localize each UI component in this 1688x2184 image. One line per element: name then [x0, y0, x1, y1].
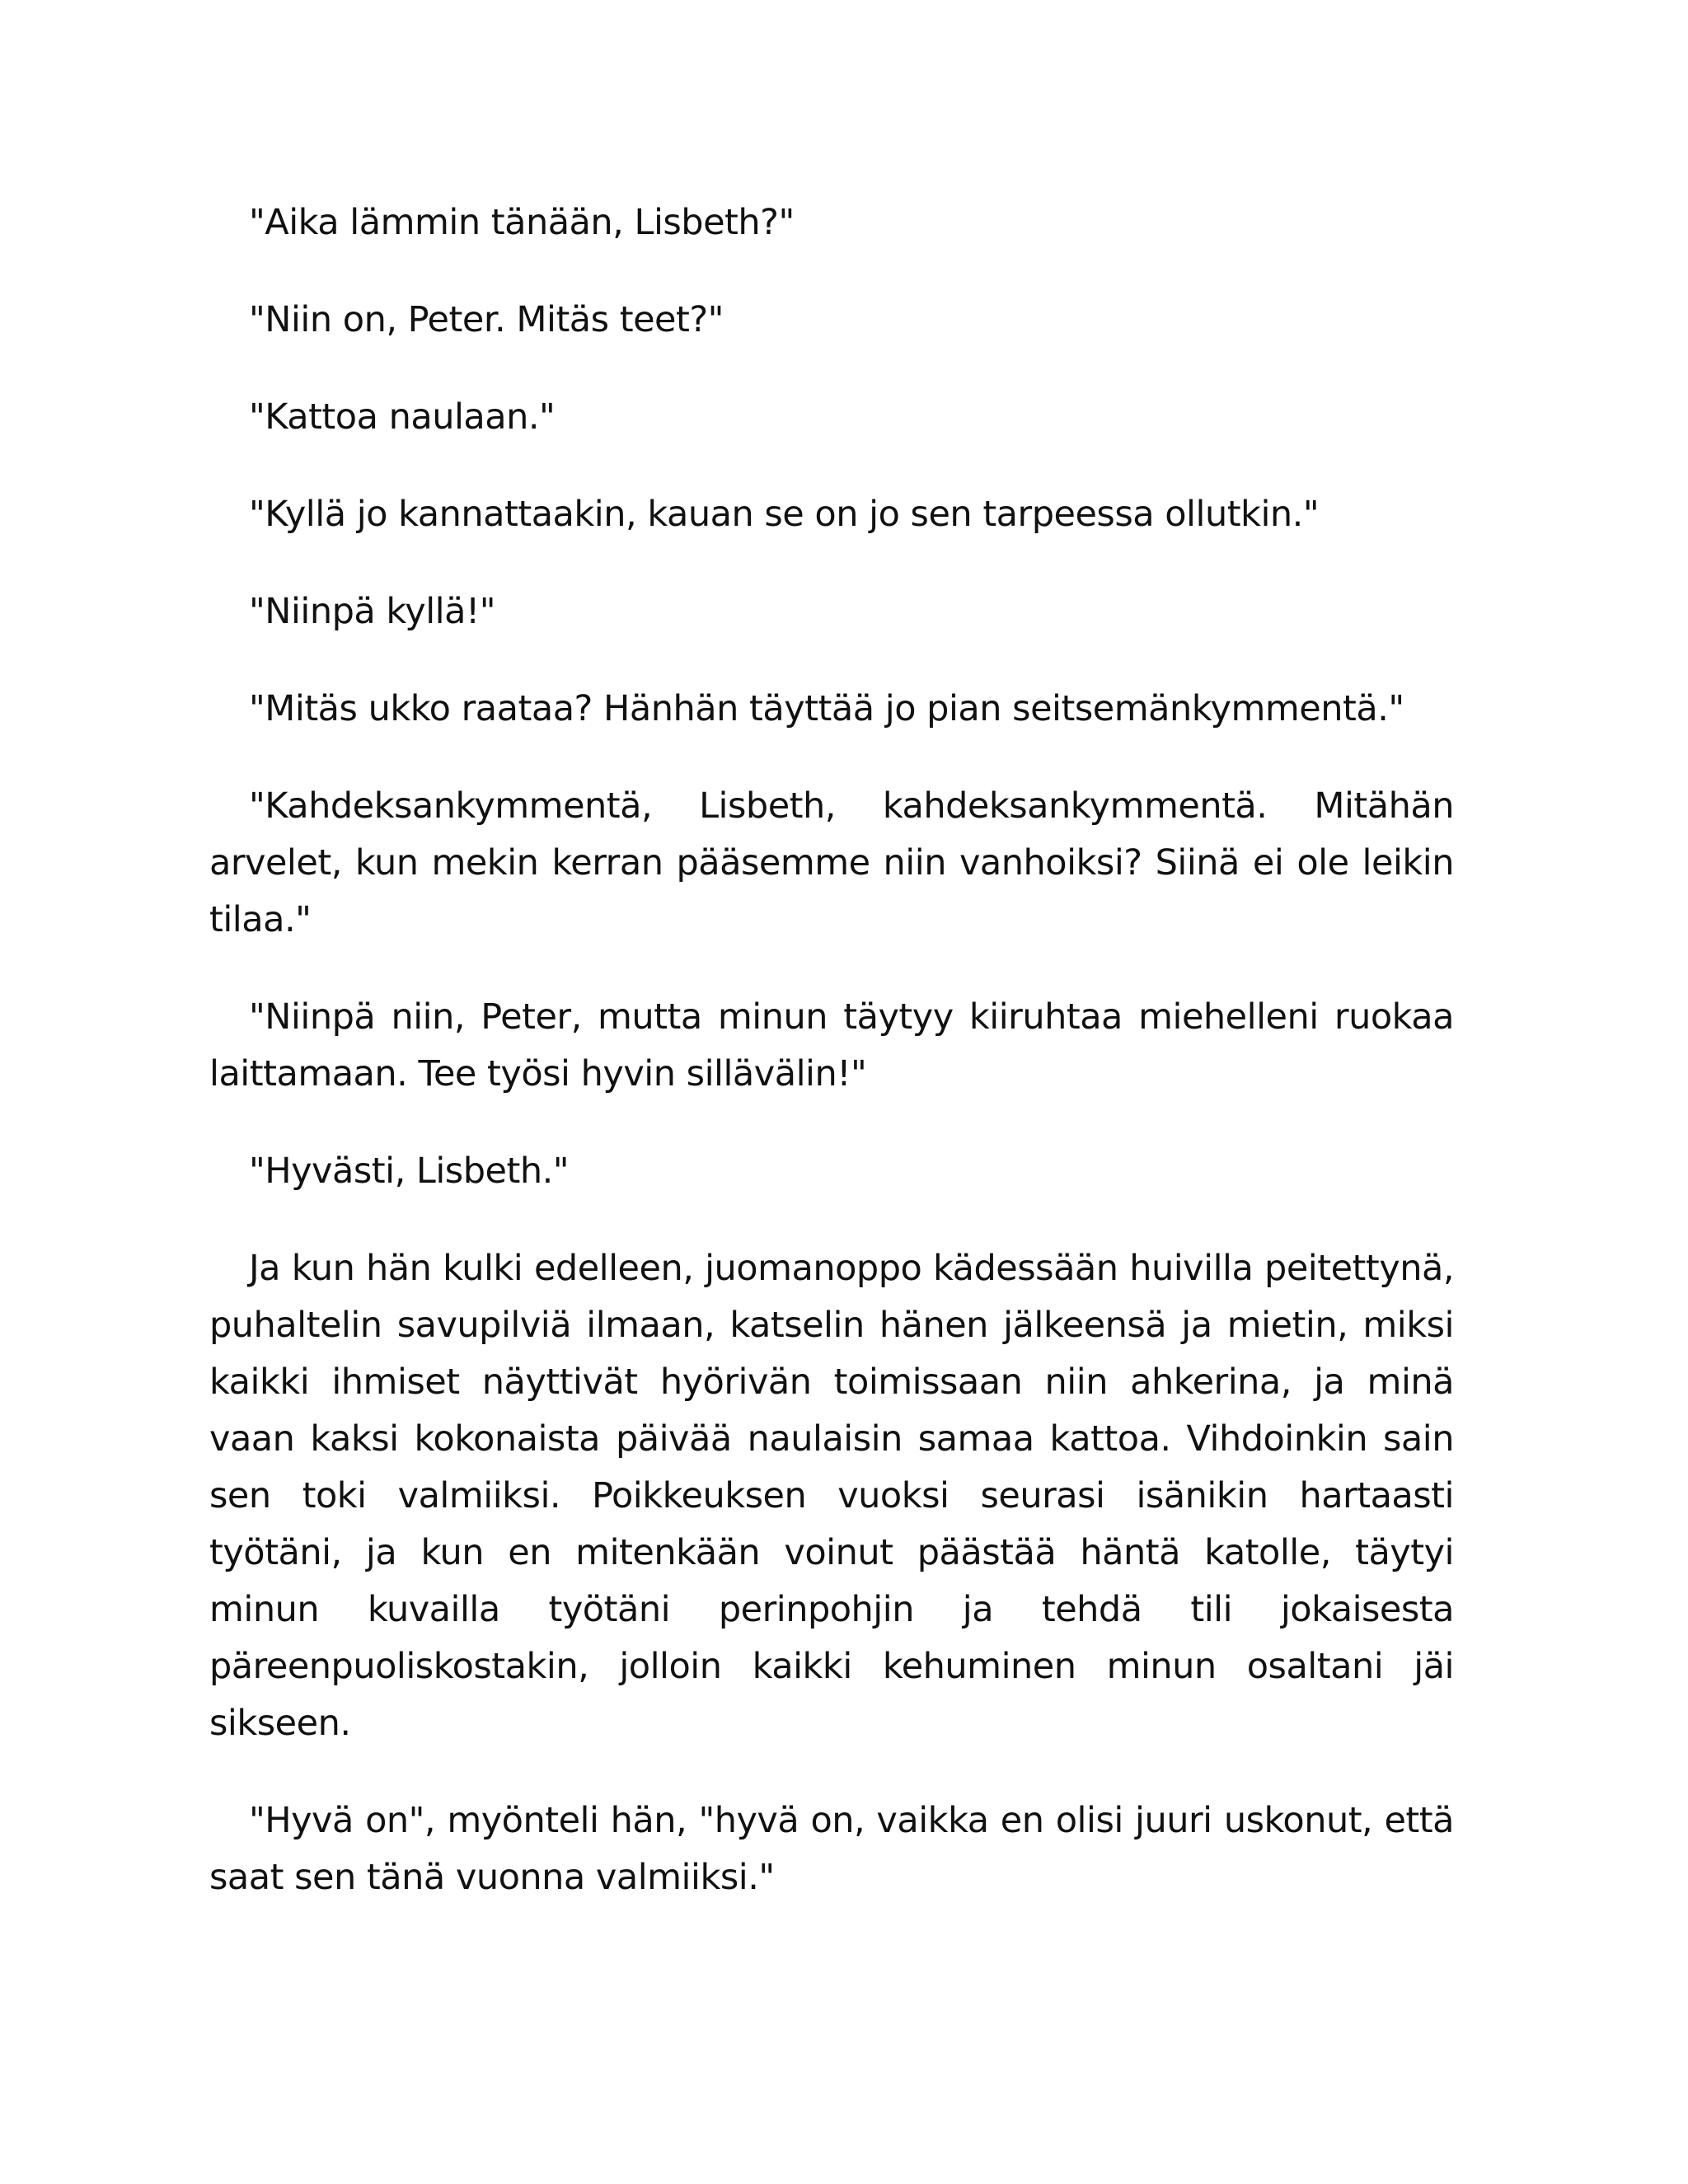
paragraph-10: Ja kun hän kulki edelleen, juomanoppo kädessään huivilla peitettynä, puhaltelin savupilviä ilmaan, katselin hänen jälkeensä ja mietin, miksi kaikki ihmiset näyttivät hyörivän toimissaan niin ahkerina, ja minä vaan kaksi kokonaista päivää naulaisin samaa kattoa. Vihdoinkin sain sen toki valmiiksi. Poikkeuksen vuoksi seurasi isänikin hartaasti työtäni, ja kun en mitenkään voinut päästää häntä katolle, täytyi minun kuvailla työtäni perinpohjin ja tehdä tili jokaisesta päreenpuoliskostakin, jolloin kaikki kehuminen minun osaltani jäi sikseen.: [209, 1248, 1454, 1744]
paragraph-1: "Aika lämmin tänään, Lisbeth?": [249, 202, 795, 243]
paragraph-11: "Hyvä on", myönteli hän, "hyvä on, vaikka en olisi juuri uskonut, että saat sen tänä vuonna valmiiksi.": [209, 1800, 1454, 1898]
paragraph-4: "Kyllä jo kannattaakin, kauan se on jo sen tarpeessa ollutkin.": [249, 494, 1320, 535]
paragraph-2: "Niin on, Peter. Mitäs teet?": [249, 299, 724, 340]
paragraph-3: "Kattoa naulaan.": [249, 396, 556, 438]
paragraph-5: "Niinpä kyllä!": [249, 591, 495, 632]
text-body: [209, 194, 1454, 1906]
paragraph-9: "Hyvästi, Lisbeth.": [249, 1151, 570, 1192]
paragraph-7: "Kahdeksankymmentä, Lisbeth, kahdeksankymmentä. Mitähän arvelet, kun mekin kerran pääsemme niin vanhoiksi? Siinä ei ole leikin tilaa.": [209, 785, 1454, 940]
paragraph-8: "Niinpä niin, Peter, mutta minun täytyy kiiruhtaa miehelleni ruokaa laittamaan. Tee työsi hyvin sillävälin!": [209, 996, 1454, 1094]
paragraph-6: "Mitäs ukko raataa? Hänhän täyttää jo pian seitsemänkymmentä.": [249, 688, 1404, 729]
